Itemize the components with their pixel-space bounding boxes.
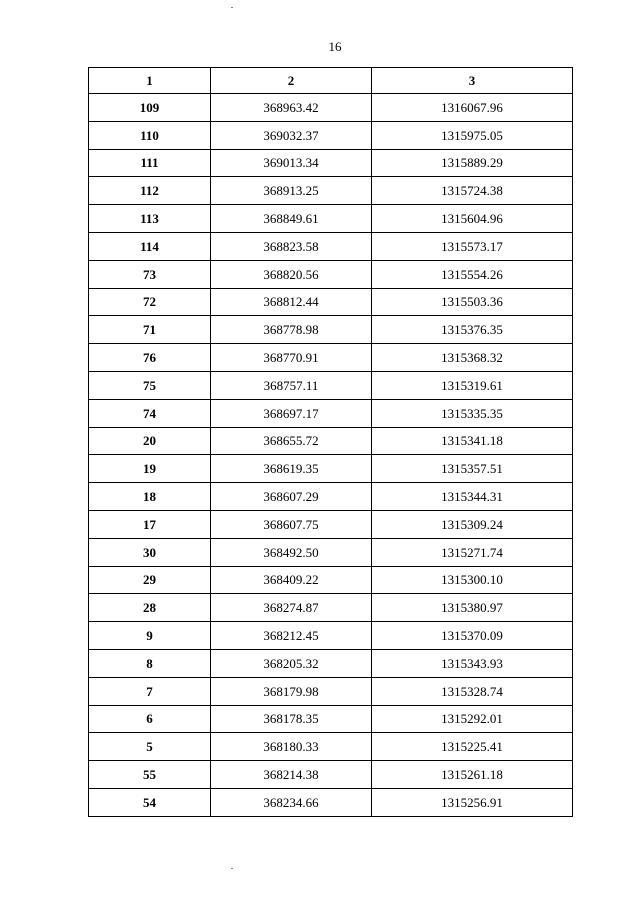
point-id-cell: 112 (89, 177, 211, 205)
y-coordinate-cell: 1315256.91 (372, 788, 573, 816)
x-coordinate-cell: 368214.38 (211, 761, 372, 789)
y-coordinate-cell: 1315380.97 (372, 594, 573, 622)
point-id-cell: 28 (89, 594, 211, 622)
x-coordinate-cell: 368820.56 (211, 260, 372, 288)
table-row (89, 483, 573, 511)
table-row (89, 205, 573, 233)
table-row (89, 232, 573, 260)
point-id-cell: 7 (89, 677, 211, 705)
x-coordinate-cell: 368823.58 (211, 232, 372, 260)
x-coordinate-cell: 369013.34 (211, 149, 372, 177)
x-coordinate-cell: 368180.33 (211, 733, 372, 761)
table-row (89, 677, 573, 705)
table-row (89, 788, 573, 816)
y-coordinate-cell: 1315724.38 (372, 177, 573, 205)
point-id-cell: 110 (89, 121, 211, 149)
x-coordinate-cell: 368607.75 (211, 510, 372, 538)
y-coordinate-cell: 1315344.31 (372, 483, 573, 511)
x-coordinate-cell: 368234.66 (211, 788, 372, 816)
table-row (89, 705, 573, 733)
x-coordinate-cell: 368619.35 (211, 455, 372, 483)
y-coordinate-cell: 1315261.18 (372, 761, 573, 789)
y-coordinate-cell: 1316067.96 (372, 94, 573, 122)
point-id-cell: 17 (89, 510, 211, 538)
table-row (89, 344, 573, 372)
x-coordinate-cell: 368849.61 (211, 205, 372, 233)
table-row (89, 649, 573, 677)
y-coordinate-cell: 1315300.10 (372, 566, 573, 594)
coordinates-table (88, 67, 573, 817)
point-id-cell: 73 (89, 260, 211, 288)
point-id-cell: 8 (89, 649, 211, 677)
x-coordinate-cell: 368757.11 (211, 371, 372, 399)
point-id-cell: 72 (89, 288, 211, 316)
x-coordinate-cell: 368655.72 (211, 427, 372, 455)
scan-speck (231, 868, 233, 869)
y-coordinate-cell: 1315335.35 (372, 399, 573, 427)
x-coordinate-cell: 368963.42 (211, 94, 372, 122)
table-row (89, 510, 573, 538)
table-row (89, 594, 573, 622)
y-coordinate-cell: 1315271.74 (372, 538, 573, 566)
table-row (89, 455, 573, 483)
y-coordinate-cell: 1315292.01 (372, 705, 573, 733)
point-id-cell: 114 (89, 232, 211, 260)
y-coordinate-cell: 1315376.35 (372, 316, 573, 344)
table-row (89, 121, 573, 149)
point-id-cell: 55 (89, 761, 211, 789)
point-id-cell: 113 (89, 205, 211, 233)
x-coordinate-cell: 368770.91 (211, 344, 372, 372)
y-coordinate-cell: 1315573.17 (372, 232, 573, 260)
table-row (89, 316, 573, 344)
point-id-cell: 76 (89, 344, 211, 372)
point-id-cell: 30 (89, 538, 211, 566)
x-coordinate-cell: 368778.98 (211, 316, 372, 344)
y-coordinate-cell: 1315319.61 (372, 371, 573, 399)
point-id-cell: 111 (89, 149, 211, 177)
x-coordinate-cell: 368913.25 (211, 177, 372, 205)
point-id-cell: 18 (89, 483, 211, 511)
point-id-cell: 29 (89, 566, 211, 594)
x-coordinate-cell: 368212.45 (211, 622, 372, 650)
column-header-2: 2 (211, 68, 372, 94)
table-row (89, 733, 573, 761)
column-header-3: 3 (372, 68, 573, 94)
y-coordinate-cell: 1315975.05 (372, 121, 573, 149)
table-row (89, 538, 573, 566)
point-id-cell: 75 (89, 371, 211, 399)
y-coordinate-cell: 1315357.51 (372, 455, 573, 483)
x-coordinate-cell: 368179.98 (211, 677, 372, 705)
y-coordinate-cell: 1315328.74 (372, 677, 573, 705)
column-header-1: 1 (89, 68, 211, 94)
point-id-cell: 71 (89, 316, 211, 344)
x-coordinate-cell: 368492.50 (211, 538, 372, 566)
table-body (89, 68, 573, 817)
x-coordinate-cell: 368812.44 (211, 288, 372, 316)
point-id-cell: 74 (89, 399, 211, 427)
table-header-row (89, 68, 573, 94)
x-coordinate-cell: 368274.87 (211, 594, 372, 622)
y-coordinate-cell: 1315225.41 (372, 733, 573, 761)
y-coordinate-cell: 1315343.93 (372, 649, 573, 677)
table-row (89, 149, 573, 177)
y-coordinate-cell: 1315554.26 (372, 260, 573, 288)
point-id-cell: 6 (89, 705, 211, 733)
y-coordinate-cell: 1315341.18 (372, 427, 573, 455)
table-row (89, 177, 573, 205)
x-coordinate-cell: 369032.37 (211, 121, 372, 149)
y-coordinate-cell: 1315604.96 (372, 205, 573, 233)
x-coordinate-cell: 368607.29 (211, 483, 372, 511)
x-coordinate-cell: 368697.17 (211, 399, 372, 427)
scan-speck (231, 7, 233, 8)
y-coordinate-cell: 1315370.09 (372, 622, 573, 650)
page-number: 16 (328, 39, 342, 54)
table-row (89, 566, 573, 594)
y-coordinate-cell: 1315309.24 (372, 510, 573, 538)
point-id-cell: 19 (89, 455, 211, 483)
table-row (89, 94, 573, 122)
x-coordinate-cell: 368409.22 (211, 566, 372, 594)
y-coordinate-cell: 1315368.32 (372, 344, 573, 372)
y-coordinate-cell: 1315889.29 (372, 149, 573, 177)
table-row (89, 288, 573, 316)
table-row (89, 260, 573, 288)
table-row (89, 761, 573, 789)
point-id-cell: 5 (89, 733, 211, 761)
point-id-cell: 9 (89, 622, 211, 650)
point-id-cell: 109 (89, 94, 211, 122)
x-coordinate-cell: 368178.35 (211, 705, 372, 733)
x-coordinate-cell: 368205.32 (211, 649, 372, 677)
point-id-cell: 54 (89, 788, 211, 816)
table-row (89, 622, 573, 650)
table-row (89, 399, 573, 427)
table-row (89, 427, 573, 455)
point-id-cell: 20 (89, 427, 211, 455)
y-coordinate-cell: 1315503.36 (372, 288, 573, 316)
table-row (89, 371, 573, 399)
